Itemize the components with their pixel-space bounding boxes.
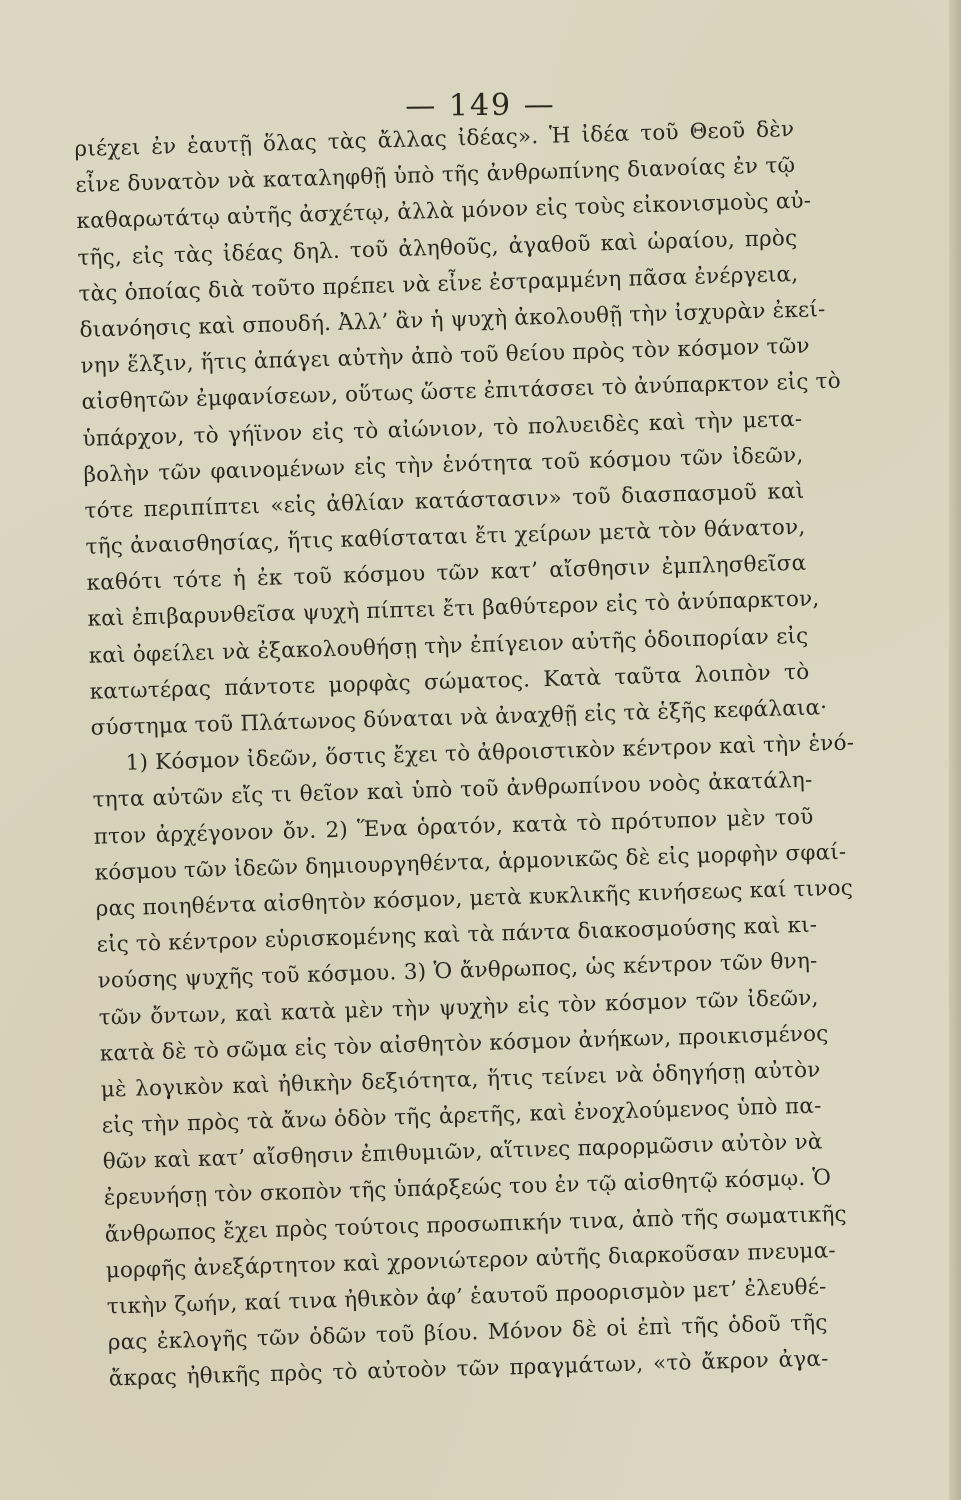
text-line: τὰς ὁποίας διὰ τοῦτο πρέπει νὰ εἶνε ἐστραμμένη πᾶσα ἐνέργεια, xyxy=(78,261,799,307)
text-line: κατωτέρας πάντοτε μορφὰς σώματος. Κατὰ ταῦτα λοιπὸν τὸ xyxy=(89,659,810,705)
text-line: μὲ λογικὸν καὶ ἠθικὴν δεξιότητα, ἥτις τείνει νὰ ὁδηγήσῃ αὐτὸν xyxy=(100,1057,821,1103)
text-line: καθότι τότε ἡ ἐκ τοῦ κόσμου τῶν κατ’ αἴσθησιν ἐμπλησθεῖσα xyxy=(86,550,807,597)
text-line: θῶν καὶ κατ’ αἴσθησιν ἐπιθυμιῶν, αἵτινες παρορμῶσιν αὐτὸν νὰ xyxy=(102,1129,823,1175)
text-line: 1) Κόσμον ἰδεῶν, ὅστις ἔχει τὸ ἀθροιστικὸν κέντρον καὶ τὴν ἑνό- xyxy=(125,730,855,776)
text-line: διανόησις καὶ σπουδή. Ἀλλ’ ἂν ἡ ψυχὴ ἀκολουθῇ τὴν ἰσχυρὰν ἐκεί- xyxy=(79,297,826,343)
text-line: καθαρωτάτῳ αὐτῆς ἀσχέτῳ, ἀλλὰ μόνον εἰς τοὺς εἰκονισμοὺς αὐ- xyxy=(76,188,812,235)
text-line: νην ἕλξιν, ἥτις ἀπάγει αὐτὴν ἀπὸ τοῦ θείου πρὸς τὸν κόσμον τῶν xyxy=(80,333,811,380)
text-line: εἰς τὸ κέντρον εὑρισκομένης καὶ τὰ πάντα διακοσμούσης καὶ κι- xyxy=(96,912,818,958)
text-line: κόσμου τῶν ἰδεῶν δημιουργηθέντα, ἁρμονικῶς δὲ εἰς μορφὴν σφαί- xyxy=(94,839,847,886)
text-line: τικὴν ζωήν, καί τινα ἠθικὸν ἀφ’ ἑαυτοῦ προορισμὸν μετ’ ἐλευθέ- xyxy=(106,1274,827,1320)
text-line: τῆς ἀναισθησίας, ἥτις καθίσταται ἔτι χείρων μετὰ τὸν θάνατον, xyxy=(85,514,806,560)
text-line: τότε περιπίπτει «εἰς ἀθλίαν κατάστασιν» τοῦ διασπασμοῦ καὶ xyxy=(84,478,805,524)
text-line: αἰσθητῶν ἐμφανίσεων, οὕτως ὥστε ἐπιτάσσει τὸ ἀνύπαρκτον εἰς τὸ xyxy=(81,369,842,416)
page-edge xyxy=(949,0,961,1500)
text-line: τῶν ὄντων, καὶ κατὰ μὲν τὴν ψυχὴν εἰς τὸν κόσμον τῶν ἰδεῶν, xyxy=(98,985,819,1031)
text-line: νούσης ψυχῆς τοῦ κόσμου. 3) Ὁ ἄνθρωπος, ὡς κέντρον τῶν θνη- xyxy=(97,948,818,994)
text-line: ἐρευνήσῃ τὸν σκοπὸν τῆς ὑπάρξεώς του ἐν τῷ αἰσθητῷ κόσμῳ. Ὁ xyxy=(103,1165,832,1212)
body-text xyxy=(74,112,855,1398)
page-number: — 149 — xyxy=(405,87,556,124)
text-line: εἰς τὴν πρὸς τὰ ἄνω ὁδὸν τῆς ἀρετῆς, καὶ ἐνοχλούμενος ὑπὸ πα- xyxy=(101,1093,822,1139)
text-line: ρας ἐκλογῆς τῶν ὁδῶν τοῦ βίου. Μόνον δὲ οἱ ἐπὶ τῆς ὁδοῦ τῆς xyxy=(107,1310,828,1356)
text-line: κατὰ δὲ τὸ σῶμα εἰς τὸν αἰσθητὸν κόσμον ἀνήκων, προικισμένος xyxy=(99,1020,829,1067)
text-line: μορφῆς ἀνεξάρτητον καὶ χρονιώτερον αὐτῆς διαρκοῦσαν πνευμα- xyxy=(105,1237,837,1284)
text-line: ἄνθρωπος ἔχει πρὸς τούτοις προσωπικήν τινα, ἀπὸ τῆς σωματικῆς xyxy=(104,1201,848,1248)
text-line: ὑπάρχον, τὸ γήϊνον εἰς τὸ αἰώνιον, τὸ πολυειδὲς καὶ τὴν μετα- xyxy=(82,406,803,452)
text-line: βολὴν τῶν φαινομένων εἰς τὴν ἑνότητα τοῦ κόσμου τῶν ἰδεῶν, xyxy=(83,442,804,488)
text-line: τητα αὐτῶν εἴς τι θεῖον καὶ ὑπὸ τοῦ ἀνθρωπίνου νοὸς ἀκατάλη- xyxy=(92,768,813,814)
text-line: καὶ ἐπιβαρυνθεῖσα ψυχὴ πίπτει ἔτι βαθύτερον εἰς τὸ ἀνύπαρκτον, xyxy=(87,586,820,633)
text-line: ριέχει ἐν ἑαυτῇ ὅλας τὰς ἄλλας ἰδέας». Ἡ ἰδέα τοῦ Θεοῦ δὲν xyxy=(74,116,795,162)
text-line: ἄκρας ἠθικῆς πρὸς τὸ αὐτοὸν τῶν πραγμάτων, «τὸ ἄκρον ἀγα- xyxy=(108,1346,829,1392)
text-line: πτον ἀρχέγονον ὄν. 2) Ἕνα ὁρατόν, κατὰ τὸ πρότυπον μὲν τοῦ xyxy=(93,804,814,850)
text-line: τῆς, εἰς τὰς ἰδέας δηλ. τοῦ ἀληθοῦς, ἀγαθοῦ καὶ ὡραίου, πρὸς xyxy=(77,225,798,271)
text-line: ρας ποιηθέντα αἰσθητὸν κόσμον, μετὰ κυκλικῆς κινήσεως καί τινος xyxy=(95,875,854,922)
text-line: σύστημα τοῦ Πλάτωνος δύναται νὰ ἀναχθῇ εἰς τὰ ἑξῆς κεφάλαια· xyxy=(90,695,828,741)
text-line: καὶ ὀφείλει νὰ ἐξακολουθήσῃ τὴν ἐπίγειον αὐτῆς ὁδοιπορίαν εἰς xyxy=(88,623,809,669)
text-line: εἶνε δυνατὸν νὰ καταληφθῇ ὑπὸ τῆς ἀνθρωπίνης διανοίας ἐν τῷ xyxy=(75,153,796,199)
